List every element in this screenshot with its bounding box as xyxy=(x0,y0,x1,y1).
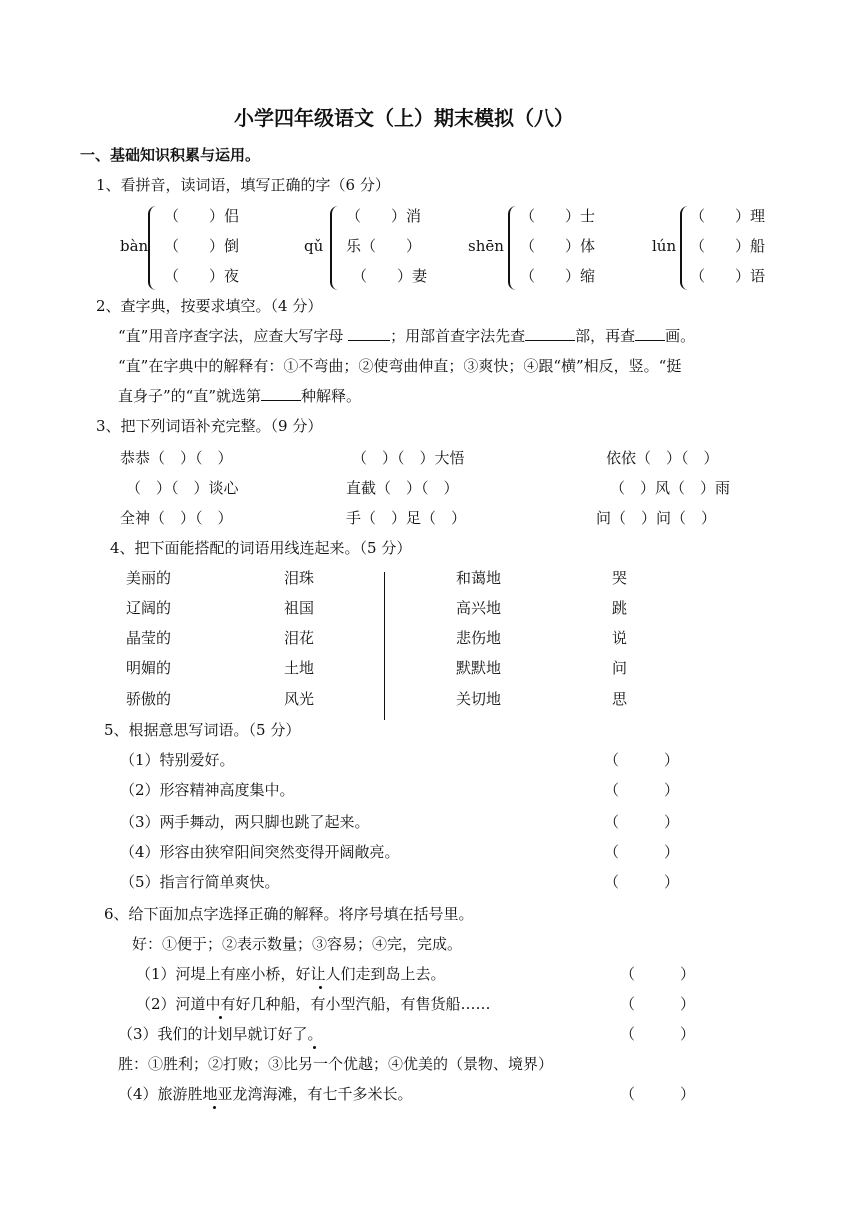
phrase: 全神（ ）（ ） xyxy=(120,509,233,527)
match-word[interactable]: 美丽的 xyxy=(126,569,172,587)
blank[interactable] xyxy=(348,326,390,341)
sentence-item: （4）旅游胜地亚龙湾海滩，有七千多米长。 xyxy=(118,1085,413,1103)
fill-item: （ ）语 xyxy=(690,267,766,285)
phrase: 手（ ）足（ ） xyxy=(346,509,467,527)
q2-text: 画。 xyxy=(665,327,696,345)
match-word[interactable]: 关切地 xyxy=(456,690,502,708)
brace xyxy=(508,206,520,290)
brace xyxy=(148,206,160,290)
answer-paren[interactable]: （ ） xyxy=(604,813,680,831)
definition-item: （2）形容精神高度集中。 xyxy=(120,781,295,799)
question-5-heading: 5、根据意思写词语。（5 分） xyxy=(104,721,301,739)
fill-item: 乐（ ） xyxy=(346,237,422,255)
answer-paren[interactable]: （ ） xyxy=(604,843,680,861)
page-title: 小学四年级语文（上）期末模拟（八） xyxy=(234,106,574,130)
question-2-heading: 2、查字典，按要求填空。（4 分） xyxy=(96,297,323,315)
phrase: （ ）（ ）谈心 xyxy=(126,479,239,497)
hao-definition: 好：①便于；②表示数量；③容易；④完，完成。 xyxy=(132,935,463,953)
blank[interactable] xyxy=(525,326,575,341)
pinyin-ban: bàn xyxy=(120,237,149,255)
sheng-definition: 胜：①胜利；②打败；③比另一个优越；④优美的（景物、境界） xyxy=(118,1055,554,1073)
phrase: 恭恭（ ）（ ） xyxy=(120,449,233,467)
answer-paren[interactable]: （ ） xyxy=(620,995,696,1013)
answer-paren[interactable]: （ ） xyxy=(604,873,680,891)
definition-item: （1）特别爱好。 xyxy=(120,751,235,769)
phrase: （ ）风（ ）雨 xyxy=(610,479,731,497)
answer-paren[interactable]: （ ） xyxy=(604,781,680,799)
fill-item: （ ）侣 xyxy=(164,207,240,225)
match-word[interactable]: 泪花 xyxy=(284,629,315,647)
emphasis-dot xyxy=(219,1016,222,1019)
brace xyxy=(330,206,342,290)
phrase: 问（ ）问（ ） xyxy=(596,509,717,527)
match-word[interactable]: 土地 xyxy=(284,659,315,677)
fill-item: （ ）缩 xyxy=(520,267,596,285)
blank[interactable] xyxy=(635,326,665,341)
match-word[interactable]: 哭 xyxy=(612,569,628,587)
q2-text: 部，再查 xyxy=(575,327,636,345)
answer-paren[interactable]: （ ） xyxy=(604,751,680,769)
match-word[interactable]: 悲伤地 xyxy=(456,629,502,647)
match-word[interactable]: 明媚的 xyxy=(126,659,172,677)
phrase: （ ）（ ）大悟 xyxy=(352,449,465,467)
pinyin-qu: qǔ xyxy=(304,237,324,255)
blank[interactable] xyxy=(261,386,301,401)
question-6-heading: 6、给下面加点字选择正确的解释。将序号填在括号里。 xyxy=(104,905,474,923)
fill-item: （ ）倒 xyxy=(164,237,240,255)
match-word[interactable]: 祖国 xyxy=(284,599,315,617)
q2-line-1 xyxy=(118,326,695,346)
definition-item: （5）指言行简单爽快。 xyxy=(120,873,280,891)
q2-text: ；用部首查字法先查 xyxy=(390,327,526,345)
q2-text: 种解释。 xyxy=(301,387,362,405)
match-word[interactable]: 辽阔的 xyxy=(126,599,172,617)
sentence-item: （3）我们的计划早就订好了。 xyxy=(118,1025,323,1043)
emphasis-dot xyxy=(213,1106,216,1109)
answer-paren[interactable]: （ ） xyxy=(620,1085,696,1103)
fill-item: （ ）体 xyxy=(520,237,596,255)
match-word[interactable]: 风光 xyxy=(284,690,315,708)
q2-text: 直身子”的“直”就选第 xyxy=(118,387,262,405)
sentence-item: （1）河堤上有座小桥，好让人们走到岛上去。 xyxy=(136,965,446,983)
pinyin-shen: shēn xyxy=(468,237,504,255)
q2-line-2: “直”在字典中的解释有：①不弯曲；②使弯曲伸直；③爽快；④跟“横”相反，竖。“挺 xyxy=(118,357,682,375)
definition-item: （3）两手舞动，两只脚也跳了起来。 xyxy=(120,813,370,831)
match-word[interactable]: 说 xyxy=(612,629,628,647)
match-word[interactable]: 高兴地 xyxy=(456,599,502,617)
q2-text: “直”用音序查字法，应查大写字母 xyxy=(118,327,344,345)
match-word[interactable]: 跳 xyxy=(612,599,628,617)
fill-item: （ ）消 xyxy=(346,207,422,225)
emphasis-dot xyxy=(313,1046,316,1049)
fill-item: （ ）理 xyxy=(690,207,766,225)
match-word[interactable]: 骄傲的 xyxy=(126,690,172,708)
match-word[interactable]: 泪珠 xyxy=(284,569,315,587)
phrase: 依依（ ）（ ） xyxy=(606,449,719,467)
fill-item: （ ）士 xyxy=(520,207,596,225)
fill-item: （ ）妻 xyxy=(352,267,428,285)
match-word[interactable]: 默默地 xyxy=(456,659,502,677)
sentence-item: （2）河道中有好几种船，有小型汽船，有售货船…… xyxy=(136,995,491,1013)
phrase: 直截（ ）（ ） xyxy=(346,479,459,497)
question-1-heading: 1、看拼音，读词语，填写正确的字（6 分） xyxy=(96,176,390,194)
match-word[interactable]: 晶莹的 xyxy=(126,629,172,647)
match-word[interactable]: 思 xyxy=(612,690,628,708)
definition-item: （4）形容由狭窄阳间突然变得开阔敞亮。 xyxy=(120,843,400,861)
divider xyxy=(384,572,385,720)
answer-paren[interactable]: （ ） xyxy=(620,1025,696,1043)
question-3-heading: 3、把下列词语补充完整。（9 分） xyxy=(96,417,323,435)
fill-item: （ ）船 xyxy=(690,237,766,255)
answer-paren[interactable]: （ ） xyxy=(620,965,696,983)
match-word[interactable]: 问 xyxy=(612,659,628,677)
pinyin-lun: lún xyxy=(652,237,677,255)
question-4-heading: 4、把下面能搭配的词语用线连起来。（5 分） xyxy=(110,539,412,557)
section-heading: 一、基础知识积累与运用。 xyxy=(80,146,261,164)
match-word[interactable]: 和蔼地 xyxy=(456,569,502,587)
emphasis-dot xyxy=(319,986,322,989)
fill-item: （ ）夜 xyxy=(164,267,240,285)
q2-line-3 xyxy=(118,386,361,406)
